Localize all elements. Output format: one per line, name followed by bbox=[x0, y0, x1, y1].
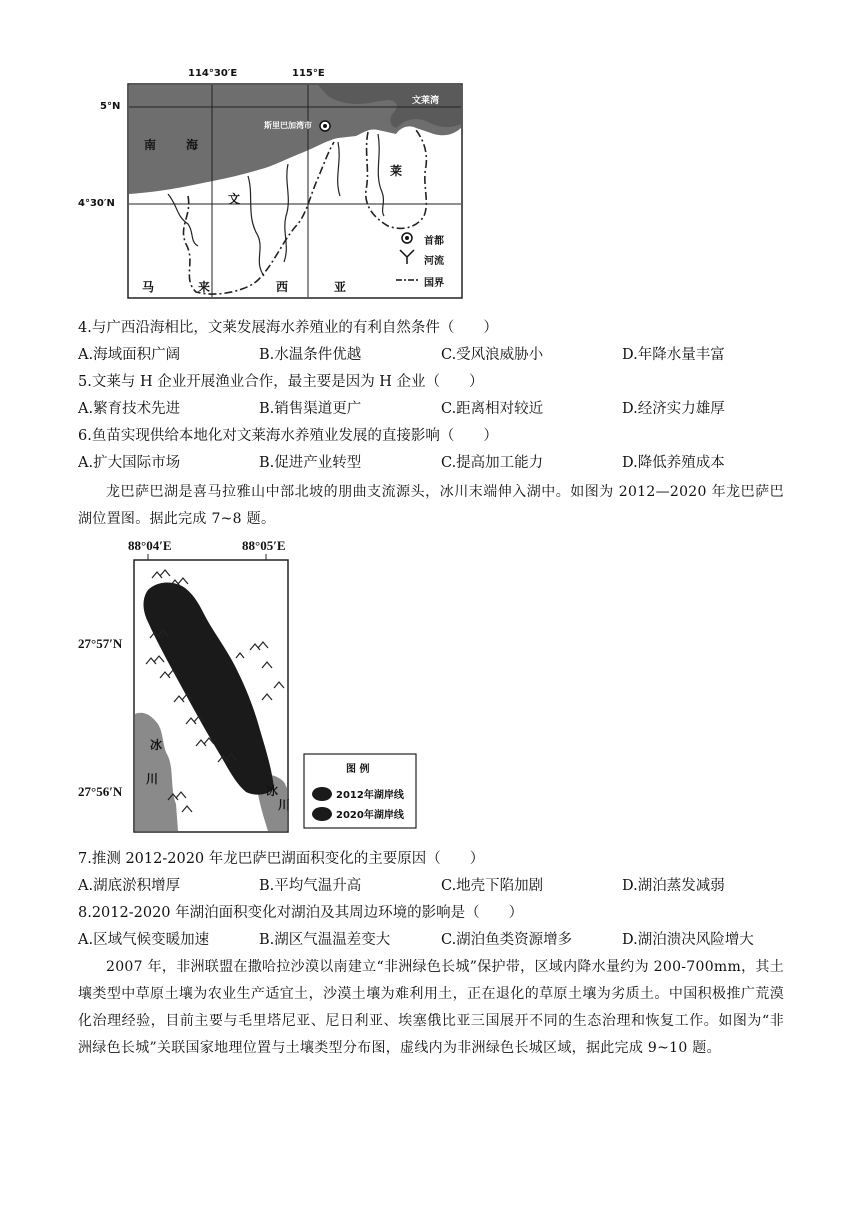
question-5-option-c: C.距离相对较近 bbox=[441, 401, 544, 417]
map2-lon-right: 88°05′E bbox=[242, 538, 286, 553]
question-8-stem: 8.2012-2020 年湖泊面积变化对湖泊及其周边环境的影响是（ ） bbox=[78, 905, 524, 921]
map2-lat-bottom: 27°56′N bbox=[78, 784, 123, 799]
map1-lon-right: 115°E bbox=[292, 68, 325, 79]
question-5-stem: 5.文莱与 H 企业开展渔业合作，最主要是因为 H 企业（ ） bbox=[78, 374, 484, 390]
glacier-left-char-2: 川 bbox=[146, 772, 159, 786]
question-4-stem: 4.与广西沿海相比，文莱发展海水养殖业的有利自然条件（ ） bbox=[78, 320, 498, 336]
glacier-right-char-2: 川 bbox=[278, 798, 291, 812]
map1-lat-bottom: 4°30′N bbox=[78, 198, 115, 209]
map1-malaysia-char-3: 西 bbox=[276, 280, 289, 294]
map1-malaysia-char-4: 亚 bbox=[334, 280, 347, 294]
map1-capital-label: 斯里巴加湾市 bbox=[264, 121, 312, 130]
intro-questions-9-10: 2007 年，非洲联盟在撒哈拉沙漠以南建立“非洲绿色长城”保护带，区域内降水量约为 200-700mm，其土壤类型中草原土壤为农业生产适宜土，沙漠土壤为难利用土，正在退化的草原土壤为劣质土。中国积极推广荒漠化治理经验，目前主要与毛里塔尼亚、尼日利亚、埃塞俄比亚三国展开不同的生态治理和恢复工作。如图为“非洲绿色长城”关联国家地理位置与土壤类型分布图，虚线内为非洲绿色长城区域，据此完成 9~10 题。 bbox=[78, 959, 784, 1056]
question-4-option-c: C.受风浪威胁小 bbox=[441, 347, 544, 363]
map2-legend-title: 图 例 bbox=[346, 764, 370, 775]
question-4-option-a: A.海域面积广阔 bbox=[78, 347, 181, 363]
question-6-stem: 6.鱼苗实现供给本地化对文莱海水养殖业发展的直接影响（ ） bbox=[78, 428, 498, 444]
map2-lon-left: 88°04′E bbox=[128, 538, 172, 553]
question-6-option-d: D.降低养殖成本 bbox=[622, 455, 725, 471]
brunei-map bbox=[78, 66, 470, 306]
question-5-option-d: D.经济实力雄厚 bbox=[622, 401, 725, 417]
question-4-option-d: D.年降水量丰富 bbox=[622, 347, 725, 363]
map1-legend-river: 河流 bbox=[424, 256, 444, 267]
map1-brunei-char-2: 莱 bbox=[390, 164, 403, 178]
map1-sea-char-1: 南 bbox=[144, 138, 157, 152]
lake-map bbox=[78, 538, 428, 834]
question-8-option-b: B.湖区气温温差变大 bbox=[259, 932, 391, 948]
map1-legend-capital: 首都 bbox=[424, 236, 444, 247]
map1-sea-char-2: 海 bbox=[186, 138, 199, 152]
question-8-option-d: D.湖泊溃决风险增大 bbox=[622, 932, 754, 948]
intro-questions-7-8: 龙巴萨巴湖是喜马拉雅山中部北坡的朋曲支流源头，冰川末端伸入湖中。如图为 2012—2020 年龙巴萨巴湖位置图。据此完成 7~8 题。 bbox=[78, 484, 784, 527]
question-6-option-c: C.提高加工能力 bbox=[441, 455, 544, 471]
question-5-option-a: A.繁育技术先进 bbox=[78, 401, 181, 417]
map1-malaysia-char-1: 马 bbox=[142, 280, 155, 294]
question-6-option-a: A.扩大国际市场 bbox=[78, 455, 181, 471]
map1-legend-border: 国界 bbox=[424, 278, 444, 289]
question-8-option-a: A.区域气候变暖加速 bbox=[78, 932, 210, 948]
question-7-option-c: C.地壳下陷加剧 bbox=[441, 878, 544, 894]
question-7-option-b: B.平均气温升高 bbox=[259, 878, 362, 894]
glacier-right-char-1: 冰 bbox=[266, 784, 279, 798]
question-7-option-d: D.湖泊蒸发减弱 bbox=[622, 878, 725, 894]
map2-legend-2012: 2012年湖岸线 bbox=[336, 790, 404, 801]
question-7-option-a: A.湖底淤积增厚 bbox=[78, 878, 181, 894]
question-4-option-b: B.水温条件优越 bbox=[259, 347, 362, 363]
map2-lat-top: 27°57′N bbox=[78, 636, 123, 651]
map1-lat-top: 5°N bbox=[100, 101, 121, 112]
map1-brunei-char-1: 文 bbox=[228, 192, 241, 206]
map2-legend-2020: 2020年湖岸线 bbox=[336, 810, 404, 821]
glacier-left-char-1: 冰 bbox=[150, 738, 163, 752]
map1-brunei-bay: 文莱湾 bbox=[412, 96, 440, 106]
question-8-option-c: C.湖泊鱼类资源增多 bbox=[441, 932, 573, 948]
question-7-stem: 7.推测 2012-2020 年龙巴萨巴湖面积变化的主要原因（ ） bbox=[78, 851, 485, 867]
map1-lon-left: 114°30′E bbox=[188, 68, 238, 79]
map1-malaysia-char-2: 来 bbox=[198, 280, 211, 294]
question-5-option-b: B.销售渠道更广 bbox=[259, 401, 362, 417]
question-6-option-b: B.促进产业转型 bbox=[259, 455, 362, 471]
